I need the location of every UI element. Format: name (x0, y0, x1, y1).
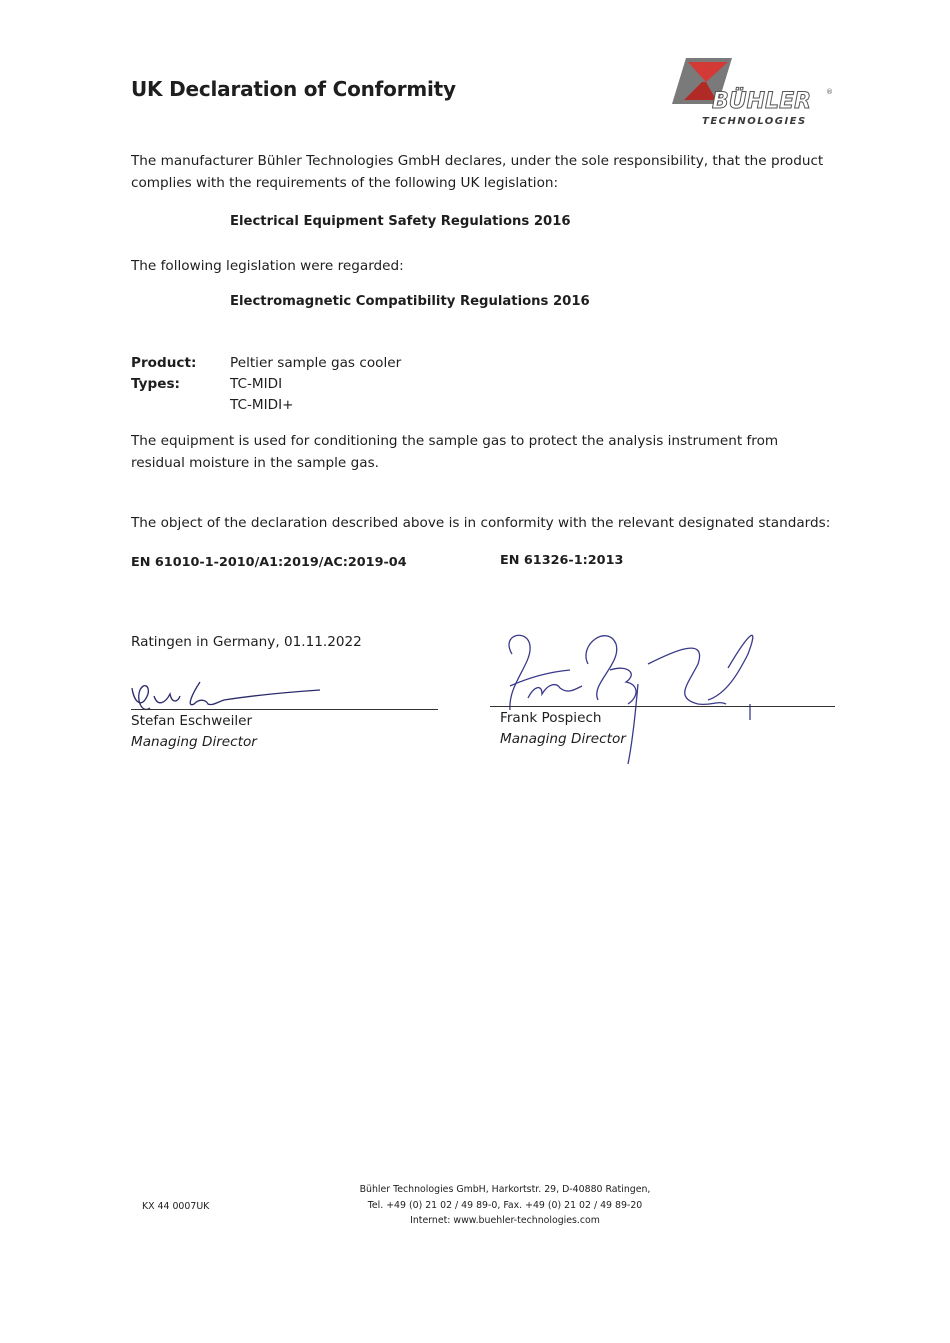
standard-1: EN 61010-1-2010/A1:2019/AC:2019-04 (131, 555, 407, 570)
signatory-role: Managing Director (131, 734, 257, 750)
usage-line-1: The equipment is used for conditioning the sample gas to protect the analysis instrument from (131, 433, 779, 449)
regarded-legislation: Electromagnetic Compatibility Regulations 2016 (230, 294, 590, 309)
product-value: Peltier sample gas cooler (230, 355, 402, 371)
conformity-statement: The object of the declaration described above is in conformity with the relevant designated standards: (131, 515, 831, 531)
signatory-name: Stefan Eschweiler (131, 713, 253, 729)
primary-legislation: Electrical Equipment Safety Regulations 2016 (230, 214, 571, 229)
footer-address (330, 1182, 680, 1229)
footer-address-line-3: Internet: www.buehler-technologies.com (410, 1215, 600, 1226)
product-label: Product: (131, 355, 197, 371)
signature-line (490, 706, 835, 707)
company-logo (672, 54, 834, 130)
svg-text:BÜHLER: BÜHLER (712, 89, 812, 114)
intro-line-1: The manufacturer Bühler Technologies GmbH declares, under the sole responsibility, that the product (131, 153, 824, 169)
type-item: TC-MIDI+ (230, 397, 294, 413)
svg-text:TECHNOLOGIES: TECHNOLOGIES (702, 116, 807, 127)
signatory-role: Managing Director (500, 731, 626, 747)
intro-line-2: complies with the requirements of the following UK legislation: (131, 175, 559, 191)
place-date: Ratingen in Germany, 01.11.2022 (131, 634, 362, 650)
svg-text:®: ® (826, 88, 833, 96)
types-label: Types: (131, 376, 180, 392)
regarded-intro: The following legislation were regarded: (131, 258, 404, 274)
document-code: KX 44 0007UK (142, 1201, 210, 1212)
footer-address-line-1: Bühler Technologies GmbH, Harkortstr. 29, D-40880 Ratingen, (359, 1184, 651, 1195)
signatory-name: Frank Pospiech (500, 710, 602, 726)
standard-2: EN 61326-1:2013 (500, 553, 624, 568)
page-title: UK Declaration of Conformity (131, 77, 456, 101)
buehler-logo-icon (672, 54, 834, 130)
type-item: TC-MIDI (230, 376, 283, 392)
usage-line-2: residual moisture in the sample gas. (131, 455, 379, 471)
signature-line (131, 709, 438, 710)
footer-address-line-2: Tel. +49 (0) 21 02 / 49 89-0, Fax. +49 (0) 21 02 / 49 89-20 (367, 1199, 643, 1211)
